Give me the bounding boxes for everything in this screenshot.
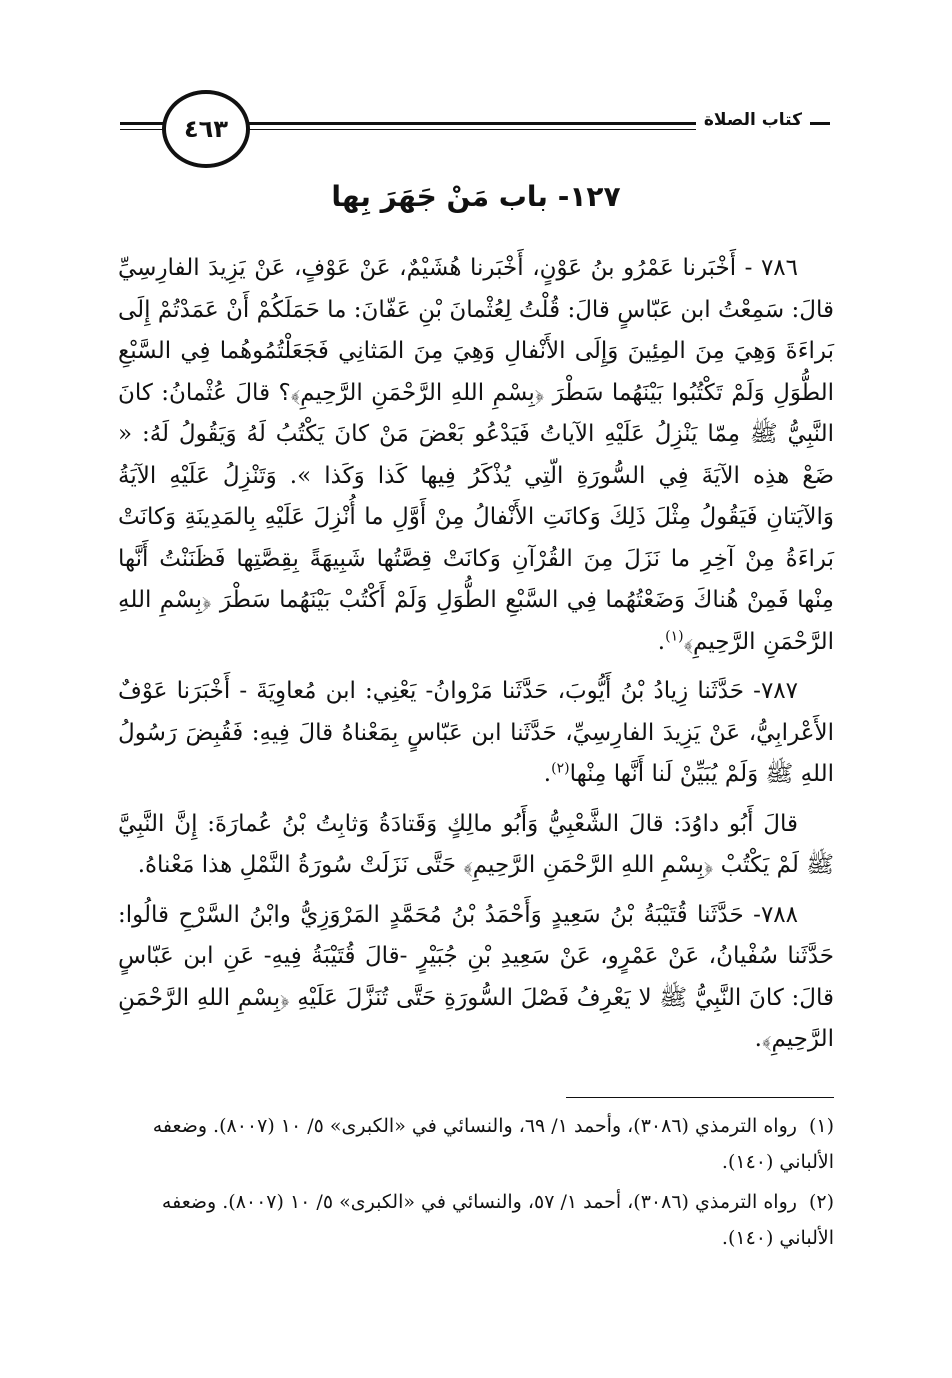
hadith-787-text: ٧٨٧- حَدَّثَنا زِيادُ بْنُ أَيُّوبَ، حَدَّثَنا مَرْوانُ- يَعْنِي: ابن مُعاوِيَةَ - أَخْبَرَنا عَوْفٌ الأَعْرابِيُّ، عَنْ يَزِيدَ الفارِسِيِّ، حَدَّثَنا ابن عَبّاسٍ بِمَعْناهُ قالَ فِيهِ: فَقُبِضَ رَسُولُ اللهِ ﷺ وَلَمْ يُبَيِّنْ لَنا أَنَّها مِنْها <box>118 678 834 787</box>
hadith-787-end: . <box>543 761 552 787</box>
page-number: ٤٦٣ <box>162 90 250 168</box>
footnote-number: (٢) <box>808 1191 834 1213</box>
hadith-787 <box>118 671 834 796</box>
hadith-786-text: ٧٨٦ - أَخْبَرنا عَمْرُو بنُ عَوْنٍ، أَخْبَرنا هُشَيْمٌ، عَنْ عَوْفٍ، عَنْ يَزِيدَ الفارِسِيِّ قالَ: سَمِعْتُ ابن عَبّاسٍ قالَ: قُلْتُ لِعُثْمانَ بْنِ عَفّانَ: ما حَمَلَكُمْ أَنْ عَمَدْتُمْ إِلَى بَراءَةَ وَهِيَ مِنَ المِئِينَ وَإِلَى الأَنْفالِ وَهِيَ مِنَ المَثانِي فَجَعَلْتُمُوهُما فِي السَّبْعِ الطُّوَلِ وَلَمْ تَكْتُبُوا بَيْنَهُما سَطْرَ ﴿بِسْمِ اللهِ الرَّحْمَنِ الرَّحِيمِ﴾؟ قالَ عُثْمانُ: كانَ النَّبِيُّ ﷺ مِمّا يَنْزِلُ عَلَيْهِ الآياتُ فَيَدْعُو بَعْضَ مَنْ كانَ يَكْتُبُ لَهُ وَيَقُولُ لَهُ: « ضَعْ هذِه الآيَةَ فِي السُّورَةِ الّتِي يُذْكَرُ فِيها كَذا وَكَذا ». وَتَنْزِلُ عَلَيْهِ الآيَةُ وَالآيَتانِ فَيَقُولُ مِثْلَ ذَلِكَ وَكانَتِ الأَنْفالُ مِنْ أَوَّلِ ما أُنْزِلَ عَلَيْهِ بِالمَدِينَةِ وَكانَتْ بَراءَةُ مِنْ آخِرِ ما نَزَلَ مِنَ القُرْآنِ وَكانَتْ قِصَّتُها شَبِيهَةً بِقِصَّتِها فَظَنَنْتُ أَنَّها مِنْها فَمِنْ هُناكَ وَضَعْتُهُما فِي السَّبْعِ الطُّوَلِ وَلَمْ أَكْتُبْ بَيْنَهُما سَطْرَ ﴿بِسْمِ اللهِ الرَّحْمَنِ الرَّحِيمِ﴾ <box>118 255 834 655</box>
footnote-separator <box>566 1097 834 1098</box>
header-rule-main-thin <box>220 129 730 130</box>
footnotes <box>118 1108 834 1260</box>
main-text <box>118 248 834 1069</box>
hadith-788: ٧٨٨- حَدَّثَنا قُتَيْبَةُ بْنُ سَعِيدٍ وَأَحْمَدُ بْنُ مُحَمَّدٍ المَرْوَزِيُّ وابْنُ السَّرْحِ قالُوا: حَدَّثَنا سُفْيانُ، عَنْ عَمْرٍو، عَنْ سَعِيدِ بْنِ جُبَيْرٍ -قالَ قُتَيْبَةُ فِيهِ- عَنِ ابن عَبّاسٍ قالَ: كانَ النَّبِيُّ ﷺ لا يَعْرِفُ فَصْلَ السُّورَةِ حَتَّى تُنَزَّلَ عَلَيْهِ ﴿بِسْمِ اللهِ الرَّحْمَنِ الرَّحِيمِ﴾. <box>118 901 834 1052</box>
footnote-1 <box>118 1108 834 1180</box>
chapter-title: ١٢٧- باب مَنْ جَهَرَ بِها <box>331 180 621 213</box>
abu-dawud-note: قالَ أَبُو داوُدَ: قالَ الشَّعْبِيُّ وَأَبُو مالِكٍ وَقَتادَةُ وَثابِتُ بْنُ عُمارَةَ: إِنَّ النَّبِيَّ ﷺ لَمْ يَكْتُبْ ﴿بِسْمِ اللهِ الرَّحْمَنِ الرَّحِيمِ﴾ حَتَّى نَزَلَتْ سُورَةُ النَّمْلِ هذا مَعْناهُ. <box>118 810 834 878</box>
hadith-786 <box>118 248 834 663</box>
header-rule-tail <box>810 122 830 125</box>
footnote-text: رواه الترمذي (٣٠٨٦)، وأحمد ١/ ٦٩، والنسائي في «الكبرى» ٥/ ١٠ (٨٠٠٧). وضعفه الألباني (١٤٠). <box>152 1115 834 1173</box>
footnote-ref-1[interactable]: (١) <box>665 627 684 644</box>
running-head: كتاب الصلاة <box>696 110 810 130</box>
hadith-786-end: . <box>657 628 666 655</box>
footnote-number: (١) <box>808 1115 834 1137</box>
footnote-2 <box>118 1184 834 1256</box>
footnote-ref-2[interactable]: (٢) <box>551 760 570 777</box>
footnote-text: رواه الترمذي (٣٠٨٦)، أحمد ١/ ٥٧، والنسائي في «الكبرى» ٥/ ١٠ (٨٠٠٧). وضعفه الألباني (١٤٠). <box>161 1191 834 1249</box>
page-header <box>120 82 830 182</box>
header-rule-main <box>220 122 730 125</box>
